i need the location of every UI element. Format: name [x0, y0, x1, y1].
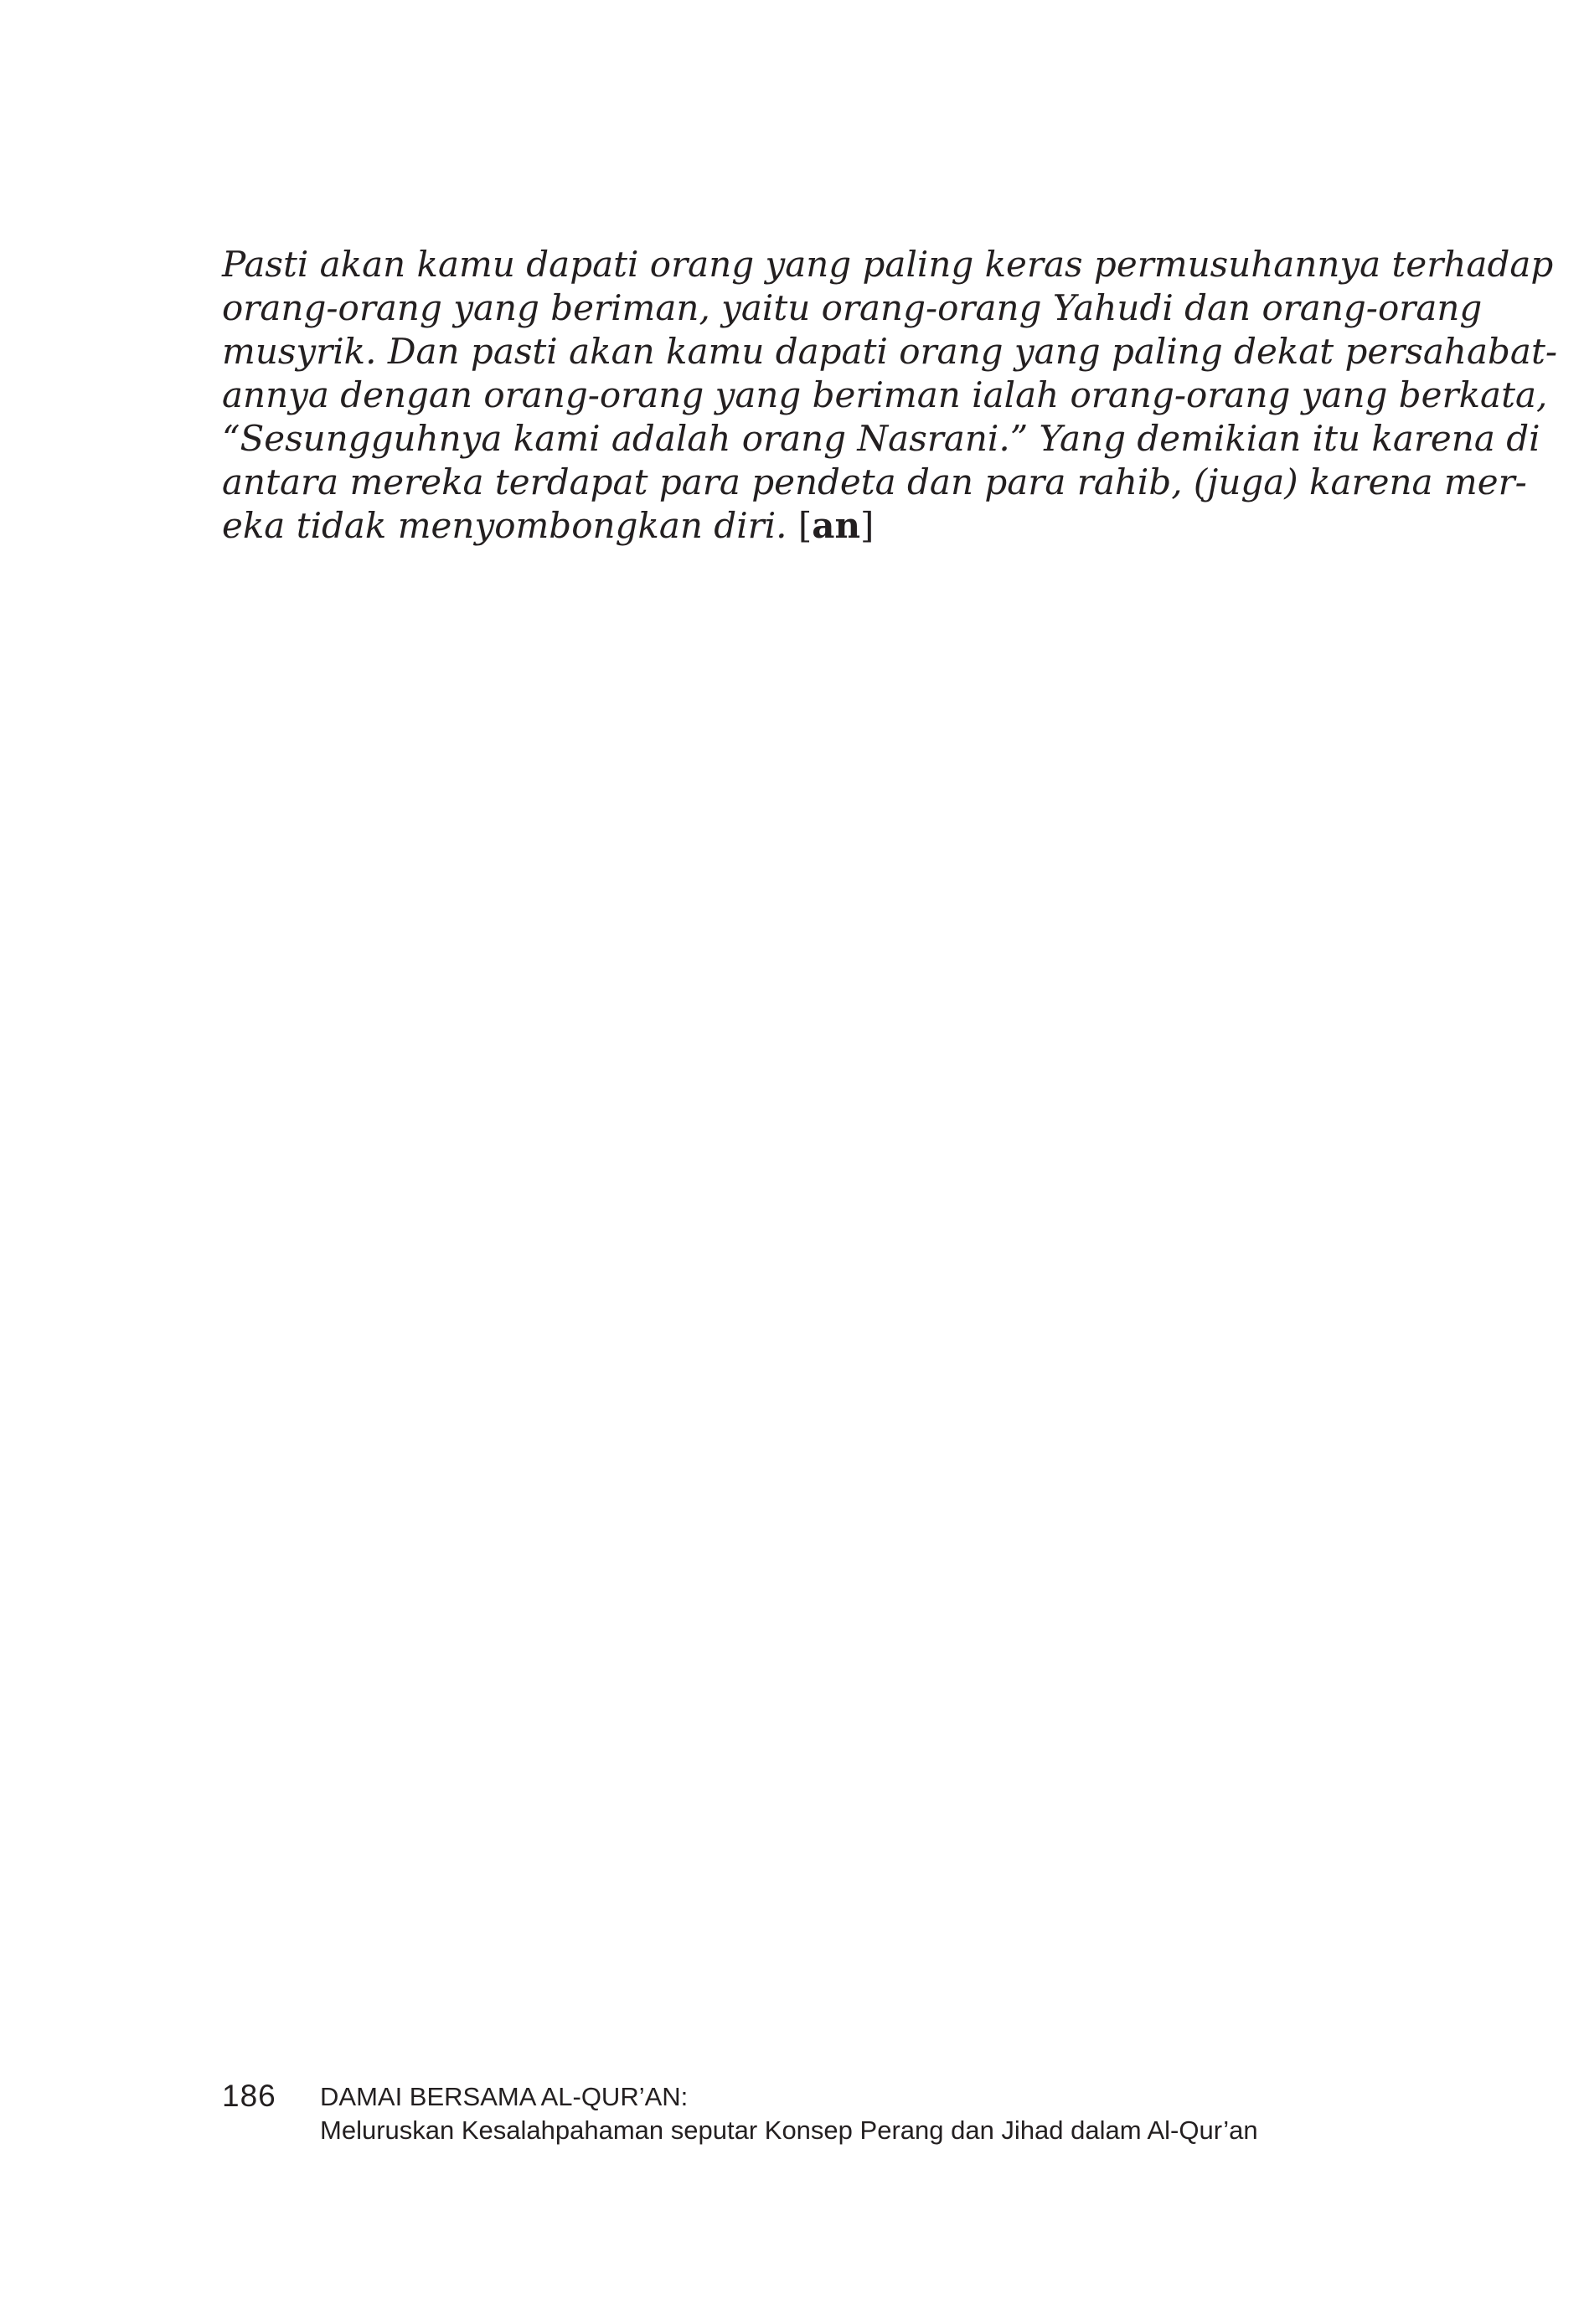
- verse-line-2: orang-orang yang beriman, yaitu orang-orang Yahudi dan orang-orang: [222, 287, 1483, 328]
- verse-line-5: “Sesungguhnya kami adalah orang Nasrani.” Yang demikian itu karena di: [222, 418, 1540, 459]
- verse-line-6: antara mereka terdapat para pendeta dan para rahib, (juga) karena mer-: [222, 461, 1527, 502]
- reference-close-bracket: ]: [859, 505, 875, 546]
- running-subtitle: Meluruskan Kesalahpahaman seputar Konsep Perang dan Jihad dalam Al-Qur’an: [320, 2115, 1258, 2145]
- running-title: DAMAI BERSAMA AL-QUR’AN:: [320, 2082, 689, 2111]
- verse-line-4: annya dengan orang-orang yang beriman ialah orang-orang yang berkata,: [222, 374, 1548, 415]
- verse-line-7-text: eka tidak menyombongkan diri.: [222, 505, 787, 546]
- verse-line-1: Pasti akan kamu dapati orang yang paling keras permusuhannya terhadap: [222, 244, 1554, 285]
- reference-open-bracket: [: [797, 505, 813, 546]
- verse-line-3: musyrik. Dan pasti akan kamu dapati orang yang paling dekat persahabat-: [222, 331, 1558, 372]
- verse-line-7: [222, 504, 1361, 548]
- reference-label: an: [812, 505, 860, 546]
- verse-translation: [222, 243, 1558, 548]
- page-number: 186: [222, 2079, 276, 2113]
